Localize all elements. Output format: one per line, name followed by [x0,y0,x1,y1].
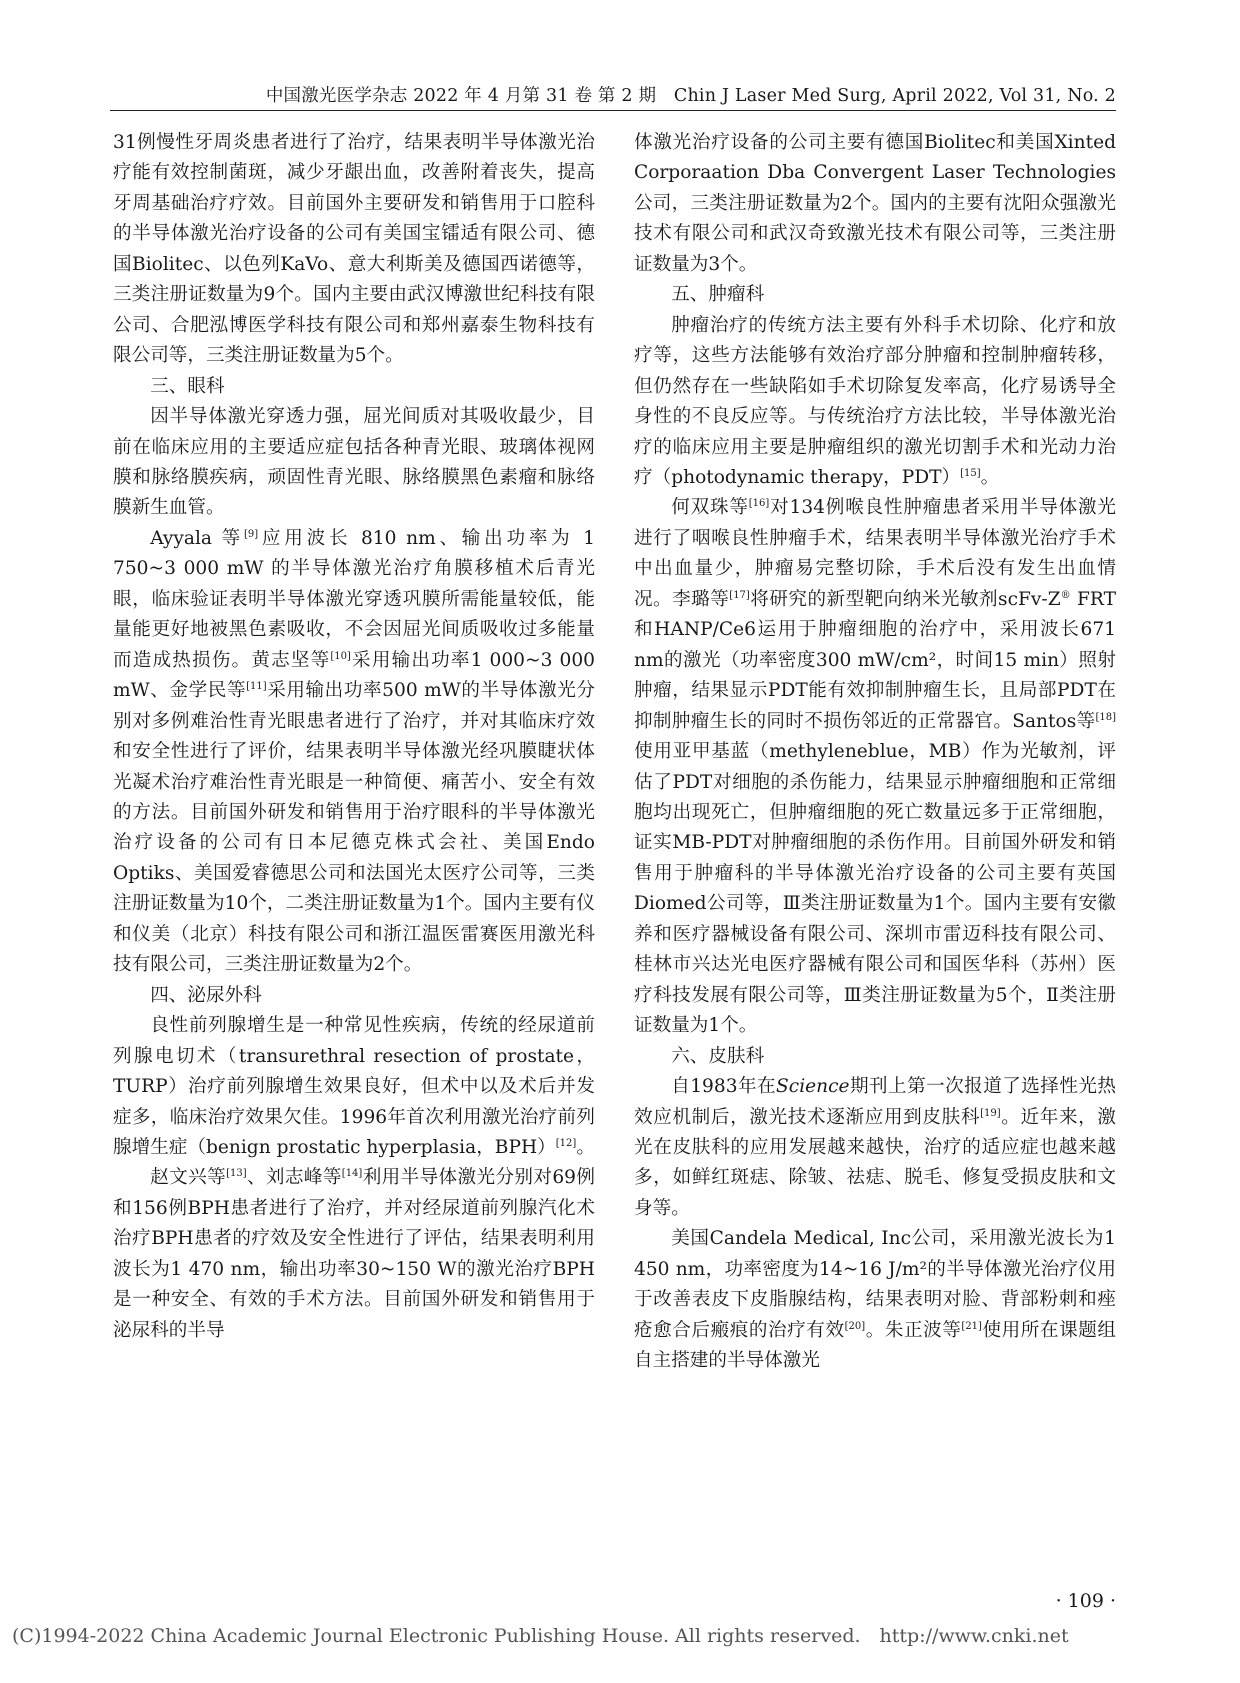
paragraph [113,1163,595,1346]
text-run: Ayyala 等 [150,527,244,549]
section-heading-ophthalmology: 三、眼科 [150,375,225,397]
text-run: 何双珠等 [671,497,749,519]
section-heading-oncology: 五、肿瘤科 [671,284,765,306]
text-run: 期刊上第一次报道了选择性光热效应机制后，激光技术逐渐应用到皮肤科 [634,1076,1116,1128]
citation-ref[interactable]: [20] [844,1320,866,1332]
left-column [113,128,595,1346]
paragraph [634,1072,1116,1224]
citation-ref[interactable]: [10] [330,650,351,662]
page-number: · 109 · [1055,1590,1116,1612]
right-column [634,128,1116,1377]
text-run: 肿瘤治疗的传统方法主要有外科手术切除、化疗和放疗等，这些方法能够有效治疗部分肿瘤和控制肿瘤转移，但仍然存在一些缺陷如手术切除复发率高，化疗易诱导全身性的不良反应等。与传统治疗方法比较，半导体激光治疗的临床应用主要是肿瘤组织的激光切割手术和光动力治疗（photodynamic therapy，PDT） [634,314,1116,488]
paragraph [634,1224,1116,1376]
paragraph [634,493,1116,1041]
citation-ref[interactable]: [9] [244,528,259,540]
paragraph [113,524,595,981]
paragraph [113,1011,595,1163]
copyright-footer: (C)1994-2022 China Academic Journal Electronic Publishing House. All rights reserved. http://www.cnki.net [12,1625,1069,1647]
paragraph: 体激光治疗设备的公司主要有德国Biolitec和美国Xinted Corporaation Dba Convergent Laser Technologies公司，三类注册证数量为2个。国内的主要有沈阳众强激光技术有限公司和武汉奇致激光技术有限公司等，三类注册证数量为3个。 [634,132,1116,275]
text-run: 美国Candela Medical, Inc公司，采用激光波长为1 450 nm，功率密度为14~16 J/m²的半导体激光治疗仪用于改善表皮下皮脂腺结构，结果表明对脸、背部粉刺和痤疮愈合后瘢痕的治疗有效 [634,1228,1116,1341]
text-run: 。 [576,1136,595,1158]
citation-ref[interactable]: [17] [729,589,750,601]
paragraph [634,311,1116,494]
text-run: 自1983年在 [671,1076,777,1098]
citation-ref[interactable]: [14] [341,1168,363,1180]
text-run: 赵文兴等 [150,1167,227,1189]
citation-ref[interactable]: [16] [748,498,770,510]
text-run: 使用所在课题组自主搭建的半导体激光 [634,1319,1116,1372]
citation-ref[interactable]: [13] [226,1168,247,1180]
text-run: 采用输出功率500 mW的半导体激光分别对多例难治性青光眼患者进行了治疗，并对其临床疗效和安全性进行了评价，结果表明半导体激光经巩膜睫状体光凝术治疗难治性青光眼是一种简便、痛苦小、安全有效的方法。目前国外研发和销售用于治疗眼科的半导体激光治疗设备的公司有日本尼德克株式会社、美国Endo Optiks、美国爱睿德思公司和法国光太医疗公司等，三类注册证数量为10个，二类注册证数量为1个。国内主要有仪和仪美（北京）科技有限公司和浙江温医雷赛医用激光科技有限公司，三类注册证数量为2个。 [113,680,595,976]
text-run: 。 [980,466,1000,488]
text-run: 良性前列腺增生是一种常见性疾病，传统的经尿道前列腺电切术（transurethral resection of prostate，TURP）治疗前列腺增生效果良好，但术中以及术后并发症多，临床治疗效果欠佳。1996年首次利用激光治疗前列腺增生症（benign prostatic hyperplasia，BPH） [113,1015,595,1158]
section-heading-dermatology: 六、皮肤科 [671,1045,765,1067]
text-run: 应用波长 810 nm、输出功率为 1 750~3 000 mW 的半导体激光治疗角膜移植术后青光眼，临床验证表明半导体激光穿透巩膜所需能量较低，能量能更好地被黑色素吸收，不会因屈光间质吸收过多能量而造成热损伤。黄志坚等 [113,527,595,671]
paragraph: 因半导体激光穿透力强，屈光间质对其吸收最少，目前在临床应用的主要适应症包括各种青光眼、玻璃体视网膜和脉络膜疾病，顽固性青光眼、脉络膜黑色素瘤和脉络膜新生血管。 [113,406,595,519]
citation-ref[interactable]: [19] [980,1107,1001,1119]
text-run: FRT和HANP/Ce6运用于肿瘤细胞的治疗中，采用波长671 nm的激光（功率密度300 mW/cm²，时间15 min）照射肿瘤，结果显示PDT能有效抑制肿瘤生长，且局部PDT在抑制肿瘤生长的同时不损伤邻近的正常器官。Santos等 [634,588,1116,732]
text-run: 。朱正波等 [865,1319,962,1341]
text-run: 将研究的新型靶向纳米光敏剂scFv-Z [749,588,1061,610]
text-run: 、刘志峰等 [246,1167,342,1189]
registered-mark: ® [1060,589,1071,601]
citation-ref[interactable]: [18] [1095,711,1116,723]
citation-ref[interactable]: [21] [961,1320,982,1332]
paragraph: 31例慢性牙周炎患者进行了治疗，结果表明半导体激光治疗能有效控制菌斑，减少牙龈出血，改善附着丧失，提高牙周基础治疗疗效。目前国外主要研发和销售用于口腔科的半导体激光治疗设备的公司有美国宝镭适有限公司、德国Biolitec、以色列KaVo、意大利斯美及德国西诺德等，三类注册证数量为9个。国内主要由武汉博激世纪科技有限公司、合肥泓博医学科技有限公司和郑州嘉泰生物科技有限公司等，三类注册证数量为5个。 [113,132,595,367]
citation-ref[interactable]: [15] [960,467,981,479]
citation-ref[interactable]: [12] [555,1137,577,1149]
text-run: 。近年来，激光在皮肤科的应用发展越来越快，治疗的适应症也越来越多，如鲜红斑痣、除皱、祛痣、脱毛、修复受损皮肤和文身等。 [634,1106,1116,1219]
text-run: 对134例喉良性肿瘤患者采用半导体激光进行了咽喉良性肿瘤手术，结果表明半导体激光治疗手术中出血量少，肿瘤易完整切除，手术后没有发生出血情况。李璐等 [634,497,1116,610]
journal-name: Science [776,1076,850,1098]
header-rule [110,110,1116,111]
text-run: 利用半导体激光分别对69例和156例BPH患者进行了治疗，并对经尿道前列腺汽化术治疗BPH患者的疗效及安全性进行了评估，结果表明利用波长为1 470 nm，输出功率30~150 W的激光治疗BPH是一种安全、有效的手术方法。目前国外研发和销售用于泌尿科的半导 [113,1167,595,1341]
text-run: 使用亚甲基蓝（methyleneblue，MB）作为光敏剂，评估了PDT对细胞的杀伤能力，结果显示肿瘤细胞和正常细胞均出现死亡，但肿瘤细胞的死亡数量远多于正常细胞，证实MB-PDT对肿瘤细胞的杀伤作用。目前国外研发和销售用于肿瘤科的半导体激光治疗设备的公司主要有英国Diomed公司等，Ⅲ类注册证数量为1个。国内主要有安徽养和医疗器械设备有限公司、深圳市雷迈科技有限公司、桂林市兴达光电医疗器械有限公司和国医华科（苏州）医疗科技发展有限公司等，Ⅲ类注册证数量为5个，Ⅱ类注册证数量为1个。 [634,741,1116,1037]
running-header: 中国激光医学杂志 2022 年 4 月第 31 卷 第 2 期 Chin J Laser Med Surg, April 2022, Vol 31, No. 2 [265,86,1116,106]
section-heading-urology: 四、泌尿外科 [150,984,262,1006]
text-run: 采用输出功率1 000~3 000 mW、金学民等 [113,649,595,702]
citation-ref[interactable]: [11] [246,681,267,693]
